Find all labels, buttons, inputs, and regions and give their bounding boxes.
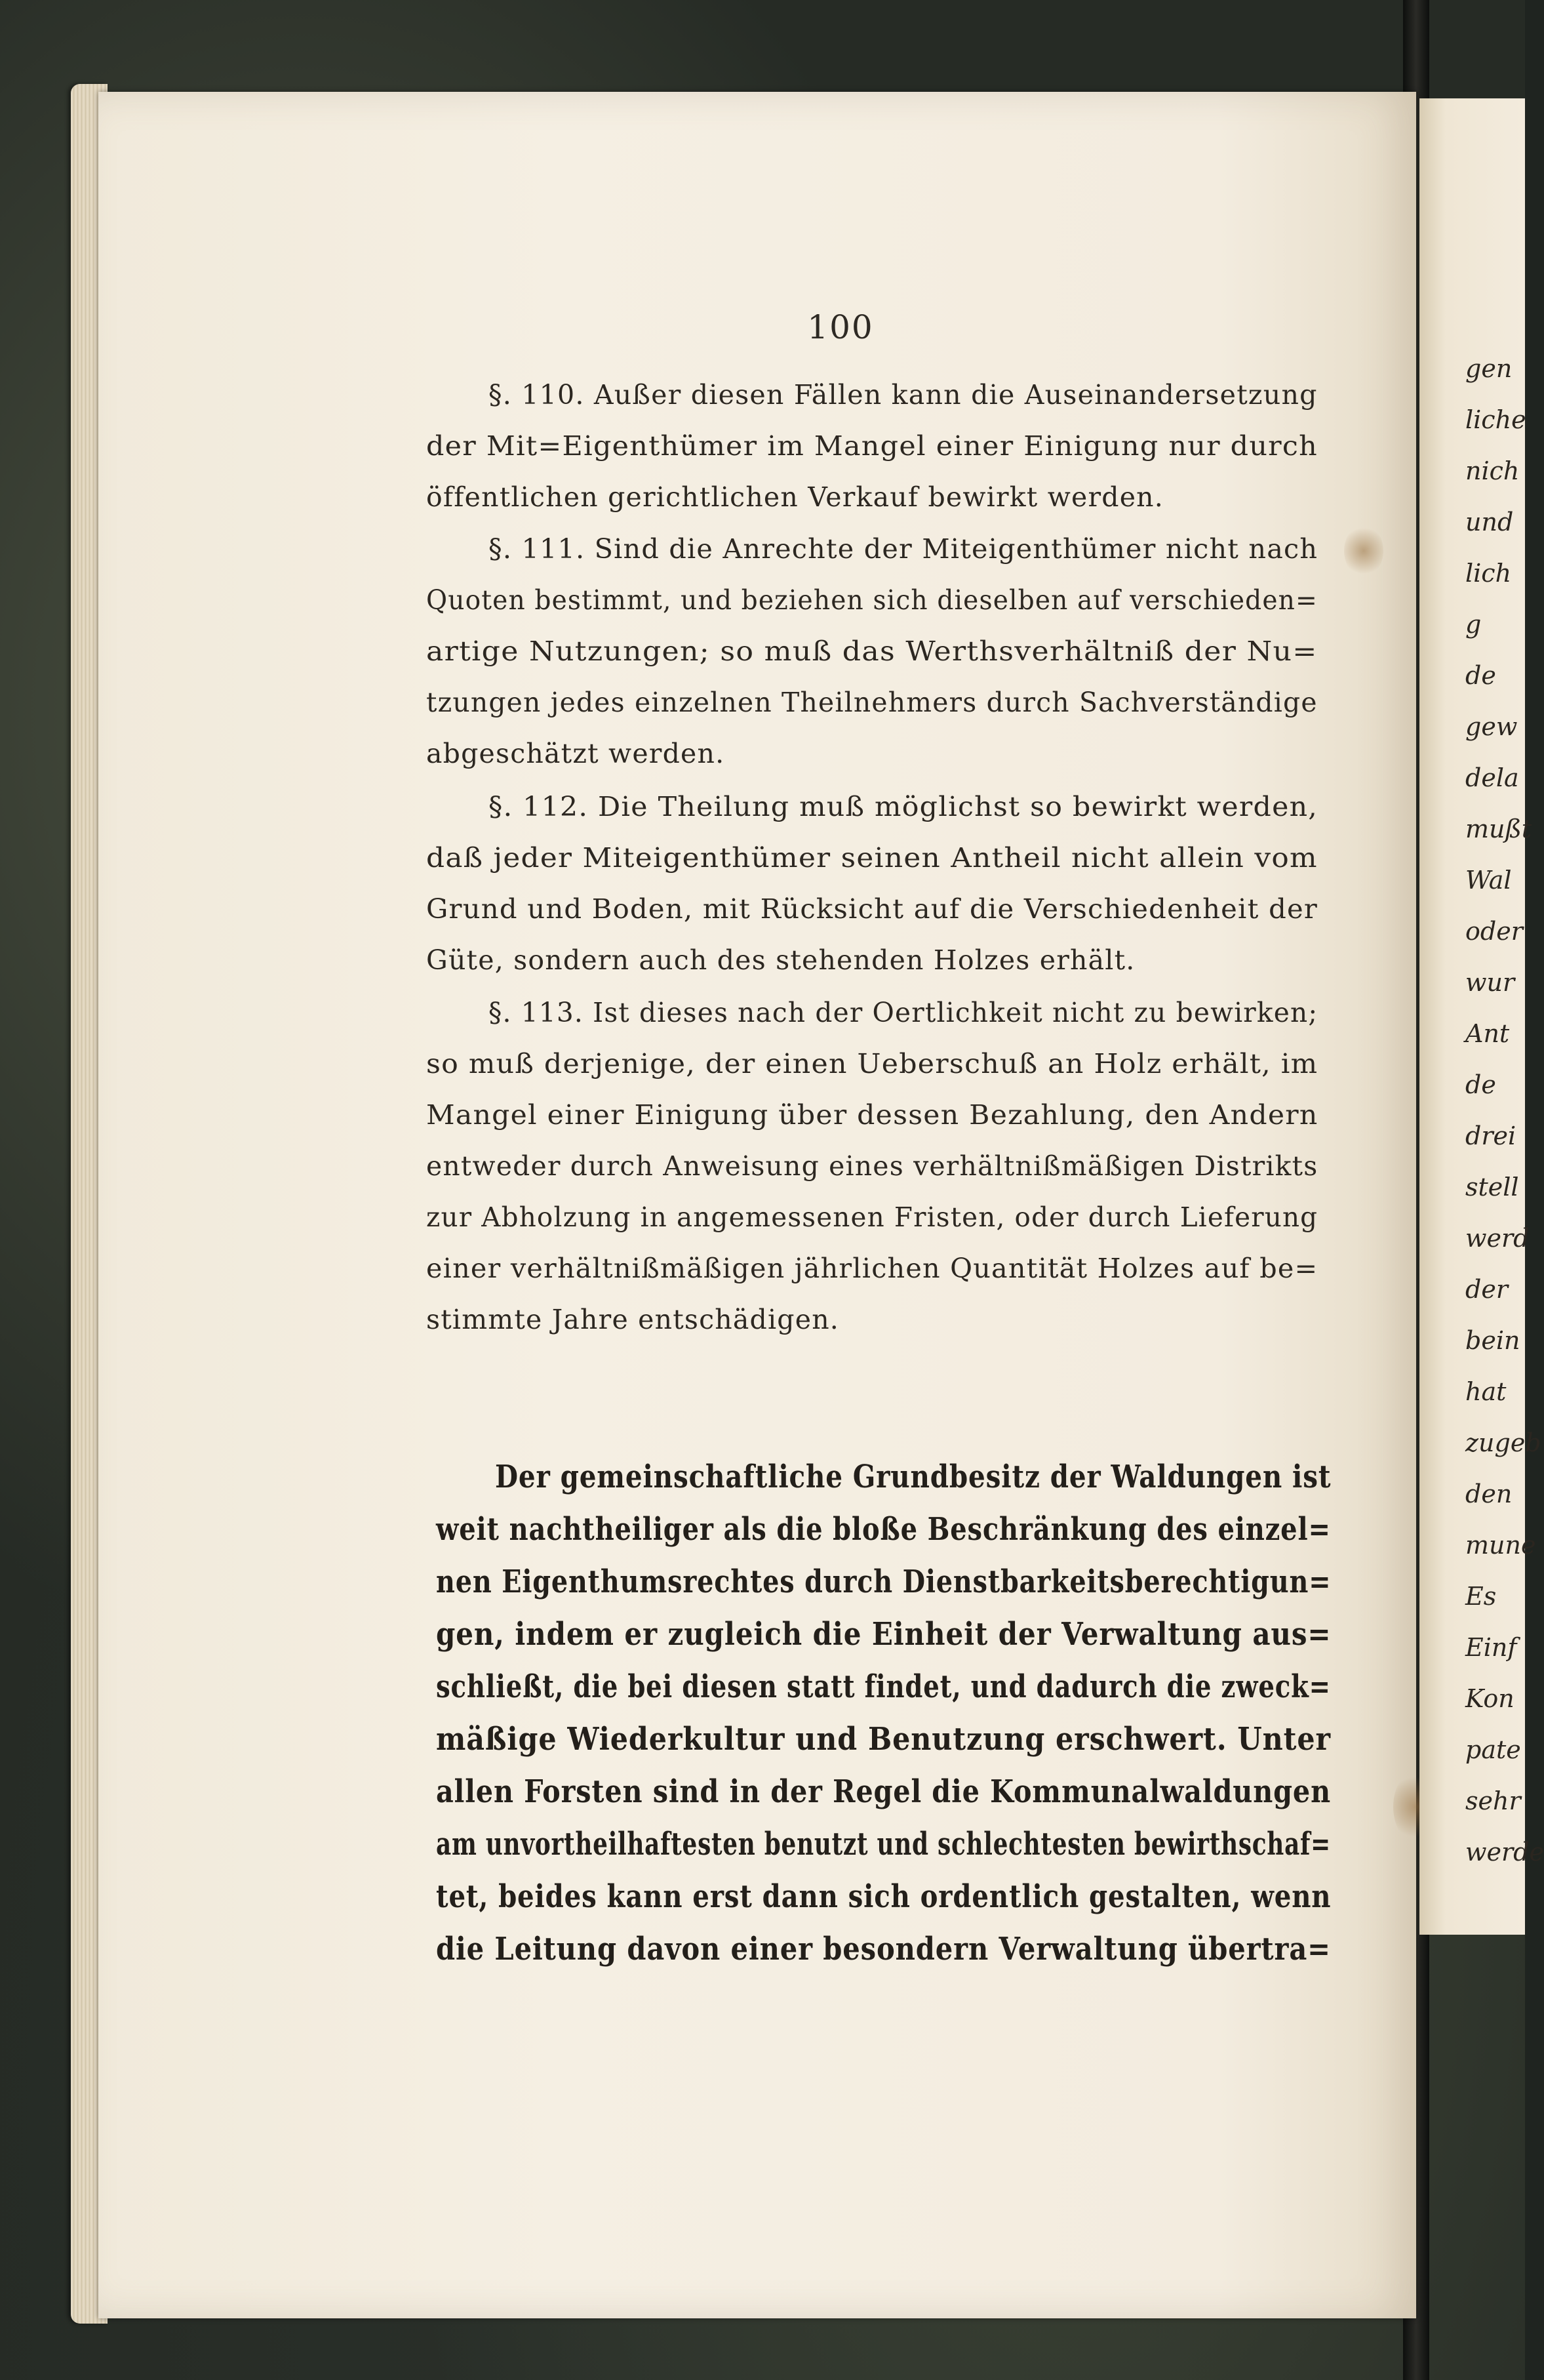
next-page-fragment: Es xyxy=(1465,1582,1497,1611)
text-line: mäßige Wiederkultur und Benutzung erschwert. Unter xyxy=(436,1721,1331,1758)
next-page-fragment: dela xyxy=(1465,763,1519,792)
next-page-fragment: drei xyxy=(1465,1121,1516,1150)
next-page-fragment: Wal xyxy=(1465,866,1512,895)
text-line: Mangel einer Einigung über dessen Bezahlung, den Andern xyxy=(426,1099,1318,1131)
next-page-fragment: werde xyxy=(1465,1838,1544,1866)
next-page-fragment: mußt xyxy=(1465,815,1532,843)
next-page-fragment: gen xyxy=(1465,354,1513,383)
text-line: Grund und Boden, mit Rücksicht auf die Verschiedenheit der xyxy=(426,893,1318,925)
next-page-fragment: den xyxy=(1465,1480,1513,1508)
next-page-fragment: nich xyxy=(1465,456,1520,485)
text-line: der Mit=Eigenthümer im Mangel einer Einigung nur durch xyxy=(426,430,1318,462)
foxing-stain xyxy=(1344,525,1383,577)
next-page-fragment: stell xyxy=(1465,1173,1519,1201)
next-page-fragment: Einf xyxy=(1465,1633,1517,1662)
text-line: Quoten bestimmt, und beziehen sich dieselben auf verschieden= xyxy=(426,584,1318,616)
next-page-fragment: sehr xyxy=(1465,1786,1521,1815)
next-page-fragment: liche xyxy=(1465,405,1526,434)
text-line: öffentlichen gerichtlichen Verkauf bewirkt werden. xyxy=(426,481,1164,513)
next-page-fragment: Kon xyxy=(1465,1684,1514,1713)
text-line: allen Forsten sind in der Regel die Kommunalwaldungen xyxy=(436,1773,1332,1810)
next-page-fragment: gew xyxy=(1465,712,1518,741)
text-line: weit nachtheiliger als die bloße Beschränkung des einzel= xyxy=(436,1511,1331,1548)
next-page-fragment: der xyxy=(1465,1275,1508,1304)
text-line: gen, indem er zugleich die Einheit der Verwaltung aus= xyxy=(436,1616,1332,1653)
text-line: §. 111. Sind die Anrechte der Miteigenthümer nicht nach xyxy=(488,533,1318,565)
next-page-fragment: de xyxy=(1465,661,1496,690)
next-page-fragment: de xyxy=(1465,1070,1496,1099)
next-page-fragment: und xyxy=(1465,508,1514,536)
text-line: §. 112. Die Theilung muß möglichst so bewirkt werden, xyxy=(488,791,1318,822)
next-page-fragment: werd xyxy=(1465,1224,1530,1253)
next-page-fragment: pate xyxy=(1465,1735,1521,1764)
text-line: schließt, die bei diesen statt findet, und dadurch die zweck= xyxy=(436,1668,1331,1705)
next-page-fragment: wur xyxy=(1465,968,1515,997)
text-line: zur Abholzung in angemessenen Fristen, oder durch Lieferung xyxy=(426,1201,1318,1233)
text-line: tzungen jedes einzelnen Theilnehmers durch Sachverständige xyxy=(426,687,1318,718)
next-page-edge xyxy=(1419,98,1544,1935)
text-line: Güte, sondern auch des stehenden Holzes erhält. xyxy=(426,944,1136,976)
next-page-fragment: zugeb xyxy=(1465,1428,1541,1457)
text-line: die Leitung davon einer besondern Verwaltung übertra= xyxy=(436,1931,1331,1967)
page-number: 100 xyxy=(807,308,874,346)
next-page-fragment: g xyxy=(1465,610,1482,639)
text-line: am unvortheilhaftesten benutzt und schlechtesten bewirthschaf= xyxy=(436,1826,1331,1863)
text-line: artige Nutzungen; so muß das Werthsverhältniß der Nu= xyxy=(426,635,1318,667)
next-page-fragment: Ant xyxy=(1465,1019,1510,1048)
text-line: §. 110. Außer diesen Fällen kann die Auseinandersetzung xyxy=(488,379,1318,411)
next-page-fragment: bein xyxy=(1465,1326,1520,1355)
text-line: tet, beides kann erst dann sich ordentlich gestalten, wenn xyxy=(436,1878,1332,1915)
text-line: so muß derjenige, der einen Ueberschuß an Holz erhält, im xyxy=(426,1048,1318,1079)
text-line: Der gemeinschaftliche Grundbesitz der Waldungen ist xyxy=(495,1459,1332,1495)
text-line: abgeschätzt werden. xyxy=(426,738,725,769)
next-page-fragment: mune xyxy=(1465,1531,1536,1560)
text-line: §. 113. Ist dieses nach der Oertlichkeit nicht zu bewirken; xyxy=(488,997,1318,1028)
next-page-fragment: oder xyxy=(1465,917,1523,946)
text-line: entweder durch Anweisung eines verhältnißmäßigen Distrikts xyxy=(426,1150,1318,1182)
text-line: einer verhältnißmäßigen jährlichen Quantität Holzes auf be= xyxy=(426,1253,1318,1284)
text-line: daß jeder Miteigenthümer seinen Antheil nicht allein vom xyxy=(426,842,1318,874)
text-line: nen Eigenthumsrechtes durch Dienstbarkeitsberechtigun= xyxy=(436,1563,1332,1600)
text-line: stimmte Jahre entschädigen. xyxy=(426,1304,840,1335)
next-page-fragment: lich xyxy=(1465,559,1512,588)
next-page-fragment: hat xyxy=(1465,1377,1507,1406)
